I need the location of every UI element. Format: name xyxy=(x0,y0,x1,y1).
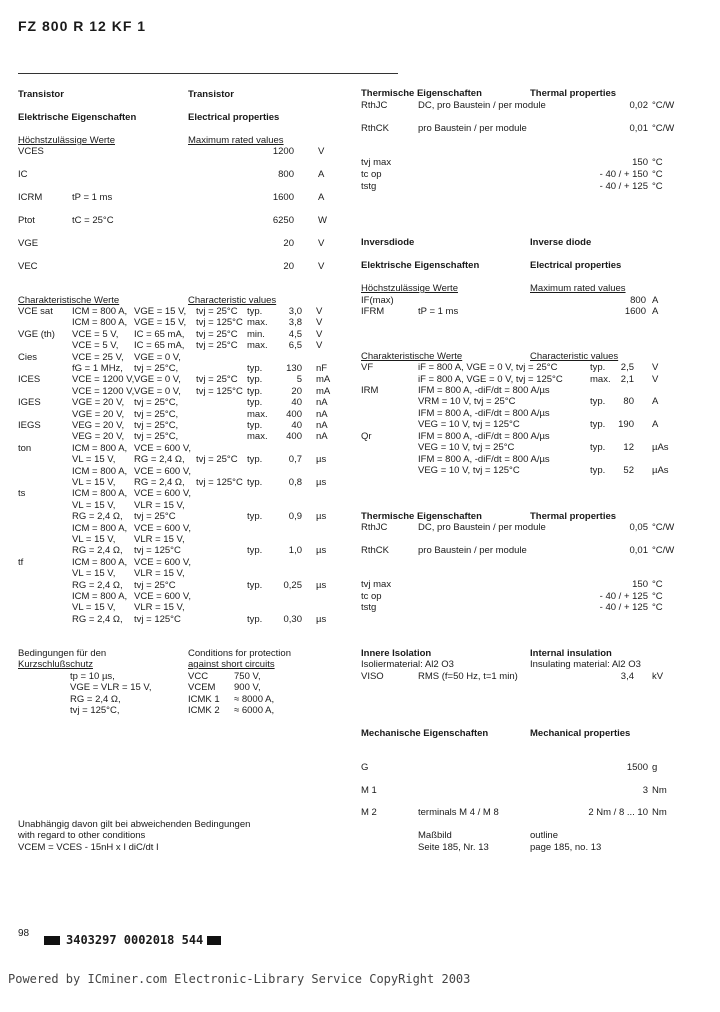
diode-max-unit: A xyxy=(652,306,659,318)
char-row-cond1: VL = 15 V, xyxy=(72,454,116,466)
mechanical-row-condition: terminals M 4 / M 8 xyxy=(418,807,499,818)
char-row-qualifier: max. xyxy=(247,408,268,420)
thermal-row-condition: DC, pro Baustein / per module xyxy=(418,100,546,111)
char-row-cond1: RG = 2,4 Ω, xyxy=(72,579,123,591)
char-row-cond2: VGE = 0 V, xyxy=(134,374,181,386)
diode-max-condition: tP = 1 ms xyxy=(418,306,459,318)
char-row-unit: nA xyxy=(316,408,328,420)
char-row-unit: nA xyxy=(316,397,328,409)
subheading-de: Elektrische Eigenschaften xyxy=(18,112,137,123)
max-row-value: 800 xyxy=(278,169,294,180)
char-row-cond2: VGE = 0 V, xyxy=(134,351,181,363)
char-row-value: 3,8 xyxy=(288,317,302,329)
char-row-unit: nF xyxy=(316,363,328,374)
max-values-heading-de: Höchstzulässige Werte xyxy=(18,135,115,146)
diode-thermal-condition: DC, pro Baustein / per module xyxy=(418,522,546,533)
short-circuit-condition: VGE = VLR = 15 V, xyxy=(70,682,152,694)
char-row-unit: µs xyxy=(316,477,327,488)
diode-char-qualifier: typ. xyxy=(590,419,606,430)
char-row-cond2: VLR = 15 V, xyxy=(134,602,185,614)
diode-char-value: 2,5 xyxy=(620,362,634,373)
max-row-value: 20 xyxy=(283,238,294,249)
mechanical-row-value: 1500 xyxy=(626,762,648,773)
diode-char-value: 2,1 xyxy=(620,374,634,385)
diode-thermal-heading-en: Thermal properties xyxy=(530,511,617,522)
char-row-unit: µs xyxy=(316,454,327,466)
char-row-value: 400 xyxy=(286,408,302,420)
char-row-cond1: VCE = 25 V, xyxy=(72,351,124,363)
diode-char-value: 12 xyxy=(623,442,634,453)
page-number: 98 xyxy=(18,928,30,939)
diode-thermal-value: - 40 / + 125 xyxy=(599,602,648,613)
diode-thermal-value: 0,01 xyxy=(629,545,648,556)
short-circuit-value: 750 V, xyxy=(234,671,261,682)
thermal-row-symbol: RthJC xyxy=(361,100,388,111)
mechanical-row-value: 3 xyxy=(642,785,648,796)
diode-char-condition: VEG = 10 V, tvj = 125°C xyxy=(418,465,520,476)
diode-thermal-unit: °C xyxy=(652,591,663,602)
char-row-cond1: ICM = 800 A, xyxy=(72,556,128,568)
barcode-mark-right xyxy=(207,936,221,945)
char-row-symbol: IEGS xyxy=(18,420,41,431)
char-row-cond2: RG = 2,4 Ω, xyxy=(134,454,185,466)
max-row-value: 20 xyxy=(283,261,294,272)
short-circuit-param: ICMK 2 xyxy=(188,705,220,717)
char-row-symbol: ton xyxy=(18,442,32,454)
insulation-unit: kV xyxy=(652,671,664,682)
inverse-diode-heading-de: Inversdiode xyxy=(361,237,415,248)
char-row-symbol: Cies xyxy=(18,351,38,363)
char-row-symbol: tf xyxy=(18,556,24,568)
char-row-unit: µs xyxy=(316,613,327,625)
section-heading-en: Transistor xyxy=(188,89,234,100)
diode-max-heading-en: Maximum rated values xyxy=(530,283,626,294)
char-row-cond3: tvj = 125°C xyxy=(196,477,243,488)
powered-by-footer: Powered by ICminer.com Electronic-Library Service CopyRight 2003 xyxy=(8,972,471,986)
max-row-symbol: Ptot xyxy=(18,215,35,226)
char-values-heading-en: Characteristic values xyxy=(188,295,277,306)
short-circuit-param: VCEM xyxy=(188,682,216,694)
mechanical-row-symbol: G xyxy=(361,762,369,773)
thermal-row-value: 150 xyxy=(632,157,648,168)
char-row-cond1: fG = 1 MHz, xyxy=(72,363,123,374)
diode-char-value: 52 xyxy=(623,465,634,476)
diode-thermal-value: 0,05 xyxy=(629,522,648,533)
short-circuit-param: ICMK 1 xyxy=(188,693,220,705)
diode-char-unit: A xyxy=(652,419,659,430)
char-row-unit: nA xyxy=(316,420,328,431)
char-row-cond1: VGE = 20 V, xyxy=(72,397,125,409)
diode-char-unit: µAs xyxy=(652,465,669,476)
short-circuit-value: 900 V, xyxy=(234,682,261,694)
diode-char-condition: VEG = 10 V, tvj = 25°C xyxy=(418,442,515,453)
max-row-value: 6250 xyxy=(272,215,294,226)
char-row-cond1: VL = 15 V, xyxy=(72,477,116,488)
char-row-cond1: VEG = 20 V, xyxy=(72,431,125,443)
char-row-qualifier: typ. xyxy=(247,613,263,625)
diode-max-heading-de: Höchstzulässige Werte xyxy=(361,283,458,294)
char-row-value: 0,7 xyxy=(288,454,302,466)
char-row-qualifier: max. xyxy=(247,340,268,352)
diode-thermal-condition: pro Baustein / per module xyxy=(418,545,527,556)
char-row-value: 4,5 xyxy=(288,328,302,340)
char-row-cond1: ICM = 800 A, xyxy=(72,591,128,602)
diode-thermal-value: 150 xyxy=(632,579,648,590)
short-circuit-heading-de2: Kurzschlußschutz xyxy=(18,659,93,670)
char-row-cond2: VCE = 600 V, xyxy=(134,591,191,602)
char-row-value: 40 xyxy=(291,420,302,431)
max-row-symbol: VGE xyxy=(18,238,39,249)
char-row-cond2: VLR = 15 V, xyxy=(134,534,185,545)
thermal-row-value: 0,02 xyxy=(629,100,648,111)
max-row-unit: A xyxy=(318,192,325,203)
char-row-cond2: RG = 2,4 Ω, xyxy=(134,477,185,488)
thermal-row-symbol: tvj max xyxy=(361,157,392,168)
section-heading-de: Transistor xyxy=(18,89,64,100)
diode-char-condition: IFM = 800 A, -diF/dt = 800 A/µs xyxy=(418,408,550,419)
header-rule xyxy=(18,73,398,74)
char-row-symbol: IGES xyxy=(18,397,41,409)
diode-thermal-unit: °C xyxy=(652,602,663,613)
char-row-unit: µs xyxy=(316,511,327,523)
diode-char-condition: iF = 800 A, VGE = 0 V, tvj = 25°C xyxy=(418,362,558,373)
diode-max-value: 1600 xyxy=(624,306,646,318)
char-row-cond1: VL = 15 V, xyxy=(72,602,116,614)
diode-char-condition: IFM = 800 A, -diF/dt = 800 A/µs xyxy=(418,454,550,465)
outline-page-de: Seite 185, Nr. 13 xyxy=(418,842,489,853)
note-en: with regard to other conditions xyxy=(18,830,146,841)
diode-char-heading-de: Charakteristische Werte xyxy=(361,351,463,362)
char-row-qualifier: max. xyxy=(247,317,268,329)
diode-electrical-heading-de: Elektrische Eigenschaften xyxy=(361,260,480,271)
char-row-unit: nA xyxy=(316,431,328,443)
char-row-cond3: tvj = 25°C xyxy=(196,340,238,352)
diode-char-condition: VRM = 10 V, tvj = 25°C xyxy=(418,396,516,407)
char-row-cond2: VCE = 600 V, xyxy=(134,556,191,568)
char-row-cond2: tvj = 25°C, xyxy=(134,431,179,443)
insulation-heading-de: Innere Isolation xyxy=(361,648,432,659)
char-row-cond2: VGE = 0 V, xyxy=(134,385,181,397)
char-row-cond2: VGE = 15 V, xyxy=(134,317,187,329)
mechanical-row-symbol: M 2 xyxy=(361,807,377,818)
subheading-en: Electrical properties xyxy=(188,112,280,123)
thermal-row-value: 0,01 xyxy=(629,123,648,134)
mechanical-row-unit: Nm xyxy=(652,785,667,796)
max-row-unit: V xyxy=(318,146,325,157)
diode-thermal-value: - 40 / + 125 xyxy=(599,591,648,602)
diode-thermal-symbol: tstg xyxy=(361,602,377,613)
char-row-cond2: VLR = 15 V, xyxy=(134,499,185,511)
diode-char-symbol: IRM xyxy=(361,385,379,396)
diode-char-heading-en: Characteristic values xyxy=(530,351,619,362)
diode-char-condition: IFM = 800 A, -diF/dt = 800 A/µs xyxy=(418,385,550,396)
thermal-row-symbol: tc op xyxy=(361,169,382,180)
char-row-cond2: VLR = 15 V, xyxy=(134,568,185,580)
char-row-qualifier: typ. xyxy=(247,477,263,488)
char-row-cond2: VCE = 600 V, xyxy=(134,465,191,477)
char-row-cond3: tvj = 125°C xyxy=(196,317,243,329)
char-row-cond3: tvj = 25°C xyxy=(196,306,238,317)
diode-char-qualifier: typ. xyxy=(590,396,606,407)
char-row-cond2: tvj = 25°C, xyxy=(134,397,179,409)
char-row-cond2: VGE = 15 V, xyxy=(134,306,187,317)
char-values-heading-de: Charakteristische Werte xyxy=(18,295,120,306)
diode-char-condition: iF = 800 A, VGE = 0 V, tvj = 125°C xyxy=(418,374,563,385)
thermal-row-symbol: RthCK xyxy=(361,123,389,134)
char-row-cond1: ICM = 800 A, xyxy=(72,488,128,500)
note-de: Unabhängig davon gilt bei abweichenden Bedingungen xyxy=(18,819,251,830)
char-row-qualifier: typ. xyxy=(247,454,263,466)
char-row-value: 0,8 xyxy=(288,477,302,488)
thermal-row-value: - 40 / + 150 xyxy=(599,169,648,180)
diode-thermal-unit: °C xyxy=(652,579,663,590)
char-row-cond1: RG = 2,4 Ω, xyxy=(72,613,123,625)
thermal-row-unit: °C xyxy=(652,169,663,180)
mechanical-row-value: 2 Nm / 8 ... 10 xyxy=(588,807,648,818)
char-row-unit: µs xyxy=(316,545,327,557)
char-row-value: 3,0 xyxy=(288,306,302,317)
char-row-qualifier: max. xyxy=(247,431,268,443)
diode-max-unit: A xyxy=(652,295,659,306)
thermal-row-unit: °C/W xyxy=(652,123,675,134)
char-row-cond1: ICM = 800 A, xyxy=(72,442,128,454)
char-row-cond2: IC = 65 mA, xyxy=(134,340,185,352)
mechanical-heading-en: Mechanical properties xyxy=(530,728,631,739)
thermal-heading-en: Thermal properties xyxy=(530,88,617,99)
document-title: FZ 800 R 12 KF 1 xyxy=(18,18,147,34)
char-row-value: 5 xyxy=(296,374,302,386)
char-row-value: 0,9 xyxy=(288,511,302,523)
short-circuit-heading-en2: against short circuits xyxy=(188,659,275,670)
outline-label-de: Maßbild xyxy=(418,830,452,841)
char-row-cond2: tvj = 25°C, xyxy=(134,420,179,431)
short-circuit-value: ≈ 8000 A, xyxy=(234,693,275,705)
diode-max-symbol: IF(max) xyxy=(361,295,394,306)
outline-page-en: page 185, no. 13 xyxy=(530,842,602,853)
char-row-qualifier: typ. xyxy=(247,374,263,386)
diode-char-qualifier: typ. xyxy=(590,465,606,476)
diode-char-unit: A xyxy=(652,396,659,407)
diode-char-condition: VEG = 10 V, tvj = 125°C xyxy=(418,419,520,430)
short-circuit-condition: RG = 2,4 Ω, xyxy=(70,693,121,705)
char-row-symbol: ts xyxy=(18,488,26,500)
char-row-value: 0,30 xyxy=(283,613,302,625)
diode-thermal-symbol: RthJC xyxy=(361,522,388,533)
char-row-cond2: VCE = 600 V, xyxy=(134,442,191,454)
char-row-unit: V xyxy=(316,317,323,329)
max-row-value: 1600 xyxy=(272,192,294,203)
short-circuit-condition: tp = 10 µs, xyxy=(70,671,115,682)
char-row-cond3: tvj = 125°C xyxy=(196,385,243,397)
short-circuit-param: VCC xyxy=(188,671,209,682)
char-row-symbol: ICES xyxy=(18,374,41,386)
char-row-cond3: tvj = 25°C xyxy=(196,374,238,386)
max-row-symbol: VEC xyxy=(18,261,38,272)
short-circuit-value: ≈ 6000 A, xyxy=(234,705,275,717)
diode-electrical-heading-en: Electrical properties xyxy=(530,260,622,271)
char-row-cond2: tvj = 25°C xyxy=(134,579,176,591)
diode-thermal-symbol: RthCK xyxy=(361,545,389,556)
char-row-cond2: tvj = 25°C, xyxy=(134,408,179,420)
diode-char-unit: V xyxy=(652,362,659,373)
max-row-value: 1200 xyxy=(272,146,294,157)
diode-thermal-symbol: tvj max xyxy=(361,579,392,590)
char-row-qualifier: typ. xyxy=(247,511,263,523)
max-row-condition: tP = 1 ms xyxy=(72,192,113,203)
thermal-row-unit: °C/W xyxy=(652,100,675,111)
char-row-cond1: ICM = 800 A, xyxy=(72,465,128,477)
char-row-cond3: tvj = 25°C xyxy=(196,454,238,466)
char-row-unit: mA xyxy=(316,385,331,397)
char-row-value: 40 xyxy=(291,397,302,409)
max-row-symbol: VCES xyxy=(18,146,44,157)
char-row-unit: V xyxy=(316,306,323,317)
char-row-value: 400 xyxy=(286,431,302,443)
short-circuit-condition: tvj = 125°C, xyxy=(70,705,120,717)
diode-char-qualifier: typ. xyxy=(590,442,606,453)
char-row-unit: V xyxy=(316,340,323,352)
char-row-cond2: VCE = 600 V, xyxy=(134,488,191,500)
outline-label-en: outline xyxy=(530,830,558,841)
char-row-qualifier: typ. xyxy=(247,363,263,374)
char-row-symbol: VCE sat xyxy=(18,306,53,317)
max-row-condition: tC = 25°C xyxy=(72,215,114,226)
max-row-symbol: IC xyxy=(18,169,28,180)
mechanical-row-unit: Nm xyxy=(652,807,667,818)
diode-char-unit: µAs xyxy=(652,442,669,453)
max-row-unit: V xyxy=(318,261,325,272)
note-formula: VCEM = VCES - 15nH x I diC/dt I xyxy=(18,842,159,853)
char-row-qualifier: typ. xyxy=(247,545,263,557)
char-row-qualifier: typ. xyxy=(247,306,263,317)
inverse-diode-heading-en: Inverse diode xyxy=(530,237,592,248)
thermal-row-unit: °C xyxy=(652,157,663,168)
insulation-symbol: VISO xyxy=(361,671,384,682)
char-row-qualifier: typ. xyxy=(247,385,263,397)
char-row-value: 0,25 xyxy=(283,579,302,591)
char-row-value: 130 xyxy=(286,363,302,374)
diode-char-symbol: VF xyxy=(361,362,374,373)
char-row-cond1: VCE = 1200 V, xyxy=(72,374,135,386)
char-row-cond1: VL = 15 V, xyxy=(72,499,116,511)
diode-char-qualifier: max. xyxy=(590,374,611,385)
char-row-cond1: RG = 2,4 Ω, xyxy=(72,545,123,557)
diode-char-condition: IFM = 800 A, -diF/dt = 800 A/µs xyxy=(418,431,550,442)
char-row-cond1: VEG = 20 V, xyxy=(72,420,125,431)
insulation-condition: RMS (f=50 Hz, t=1 min) xyxy=(418,671,518,682)
insulation-heading-en: Internal insulation xyxy=(530,648,612,659)
diode-thermal-symbol: tc op xyxy=(361,591,382,602)
barcode-digits: 3403297 0002018 544 xyxy=(66,933,204,947)
diode-thermal-unit: °C/W xyxy=(652,545,675,556)
char-row-cond1: VGE = 20 V, xyxy=(72,408,125,420)
max-row-unit: W xyxy=(318,215,327,226)
char-row-unit: mA xyxy=(316,374,331,386)
mechanical-row-unit: g xyxy=(652,762,658,773)
char-row-qualifier: typ. xyxy=(247,579,263,591)
char-row-cond1: VCE = 5 V, xyxy=(72,340,119,352)
char-row-cond2: VCE = 600 V, xyxy=(134,522,191,534)
char-row-cond2: tvj = 25°C xyxy=(134,511,176,523)
char-row-qualifier: min. xyxy=(247,328,265,340)
char-row-cond2: tvj = 25°C, xyxy=(134,363,179,374)
char-row-qualifier: typ. xyxy=(247,397,263,409)
char-row-cond1: RG = 2,4 Ω, xyxy=(72,511,123,523)
char-row-cond1: VCE = 1200 V, xyxy=(72,385,135,397)
char-row-value: 20 xyxy=(291,385,302,397)
mechanical-heading-de: Mechanische Eigenschaften xyxy=(361,728,489,739)
char-row-cond2: tvj = 125°C xyxy=(134,545,181,557)
insulation-material-de: Isoliermaterial: Al2 O3 xyxy=(361,659,454,670)
diode-char-symbol: Qr xyxy=(361,431,372,442)
char-row-cond3: tvj = 25°C xyxy=(196,328,238,340)
char-row-value: 1,0 xyxy=(288,545,302,557)
diode-char-qualifier: typ. xyxy=(590,362,606,373)
char-row-cond1: ICM = 800 A, xyxy=(72,522,128,534)
insulation-value: 3,4 xyxy=(620,671,634,682)
mechanical-row-symbol: M 1 xyxy=(361,785,377,796)
thermal-row-symbol: tstg xyxy=(361,181,377,192)
max-values-heading-en: Maximum rated values xyxy=(188,135,284,146)
max-row-symbol: ICRM xyxy=(18,192,43,203)
barcode-mark-left xyxy=(44,936,60,945)
diode-char-unit: V xyxy=(652,374,659,385)
insulation-material-en: Insulating material: Al2 O3 xyxy=(530,659,641,670)
char-row-cond1: VL = 15 V, xyxy=(72,568,116,580)
short-circuit-heading-de1: Bedingungen für den xyxy=(18,648,107,659)
thermal-row-condition: pro Baustein / per module xyxy=(418,123,527,134)
char-row-qualifier: typ. xyxy=(247,420,263,431)
diode-char-value: 190 xyxy=(618,419,634,430)
char-row-cond1: ICM = 800 A, xyxy=(72,317,128,329)
char-row-cond2: IC = 65 mA, xyxy=(134,328,185,340)
thermal-row-unit: °C xyxy=(652,181,663,192)
diode-max-value: 800 xyxy=(630,295,646,306)
char-row-cond2: tvj = 125°C xyxy=(134,613,181,625)
max-row-unit: V xyxy=(318,238,325,249)
char-row-cond1: ICM = 800 A, xyxy=(72,306,128,317)
char-row-unit: µs xyxy=(316,579,327,591)
max-row-unit: A xyxy=(318,169,325,180)
diode-max-symbol: IFRM xyxy=(361,306,385,318)
char-row-value: 6,5 xyxy=(288,340,302,352)
thermal-heading-de: Thermische Eigenschaften xyxy=(361,88,482,99)
char-row-symbol: VGE (th) xyxy=(18,328,55,340)
thermal-row-value: - 40 / + 125 xyxy=(599,181,648,192)
char-row-cond1: VCE = 5 V, xyxy=(72,328,119,340)
char-row-unit: V xyxy=(316,328,323,340)
diode-thermal-unit: °C/W xyxy=(652,522,675,533)
diode-thermal-heading-de: Thermische Eigenschaften xyxy=(361,511,482,522)
char-row-cond1: VL = 15 V, xyxy=(72,534,116,545)
diode-char-value: 80 xyxy=(623,396,634,407)
barcode xyxy=(44,933,221,947)
short-circuit-heading-en1: Conditions for protection xyxy=(188,648,291,659)
